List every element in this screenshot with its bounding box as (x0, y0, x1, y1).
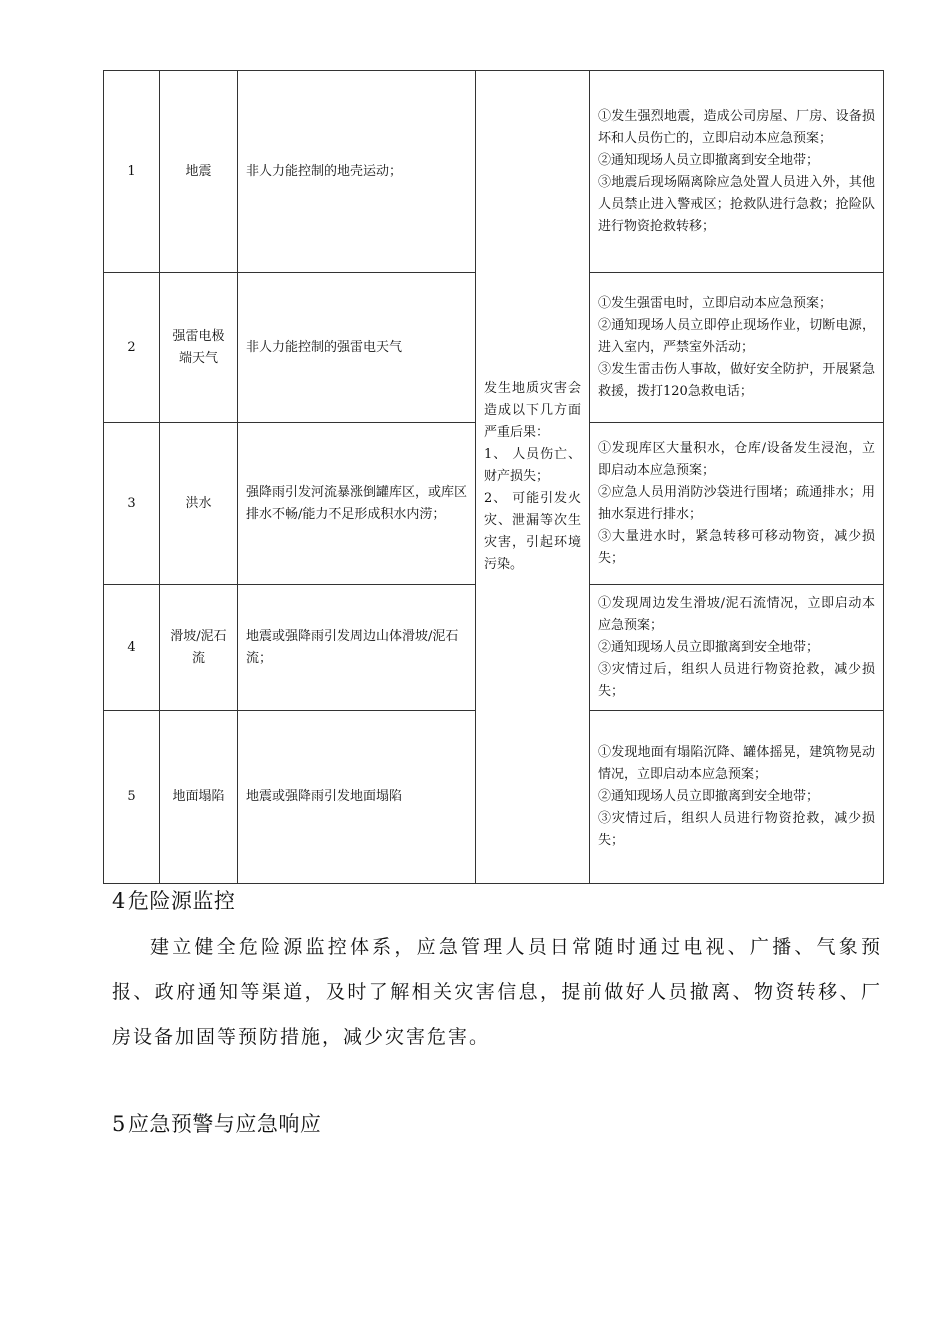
response-measures (590, 585, 884, 711)
consequence-item: 1、 人员伤亡、财产损失； (484, 447, 581, 484)
disaster-type: 滑坡/泥石流 (160, 585, 238, 711)
consequence-item: 2、 可能引发火灾、泄漏等次生灾害，引起环境污染。 (484, 491, 581, 572)
disaster-cause: 强降雨引发河流暴涨倒罐库区，或库区排水不畅/能力不足形成积水内涝； (238, 423, 476, 585)
disaster-cause: 非人力能控制的强雷电天气 (238, 273, 476, 423)
response-step: ①发现周边发生滑坡/泥石流情况，立即启动本应急预案； (598, 595, 875, 633)
response-step: ②通知现场人员立即撤离到安全地带； (598, 152, 820, 168)
disaster-type: 地震 (160, 71, 238, 273)
response-measures (590, 711, 884, 884)
section-body: 建立健全危险源监控体系，应急管理人员日常随时通过电视、广播、气象预报、政府通知等渠道，及时了解相关灾害信息，提前做好人员撤离、物资转移、厂房设备加固等预防措施，减少灾害危害。 (112, 936, 882, 1048)
hazard-table (103, 70, 884, 884)
row-number: 3 (104, 423, 160, 585)
response-step: ③发生雷击伤人事故，做好安全防护，开展紧急救援，拨打120急救电话； (598, 361, 875, 399)
disaster-type: 强雷电极端天气 (160, 273, 238, 423)
row-number: 2 (104, 273, 160, 423)
response-step: ②通知现场人员立即撤离到安全地带； (598, 789, 820, 804)
disaster-cause: 地震或强降雨引发周边山体滑坡/泥石流； (238, 585, 476, 711)
row-number: 1 (104, 71, 160, 273)
consequences-intro: 发生地质灾害会造成以下几方面严重后果： (484, 381, 581, 440)
section-title: 应急预警与应急响应 (127, 1112, 322, 1136)
section-number: 4 (112, 889, 126, 913)
consequences-cell (476, 71, 590, 884)
section-number: 5 (112, 1112, 126, 1136)
response-measures (590, 273, 884, 423)
response-step: ①发现库区大量积水，仓库/设备发生浸泡，立即启动本应急预案； (598, 440, 875, 478)
response-step: ③灾情过后，组织人员进行物资抢救，减少损失； (598, 661, 875, 699)
response-step: ②应急人员用消防沙袋进行围堵；疏通排水；用抽水泵进行排水； (598, 484, 875, 522)
response-step: ③灾情过后，组织人员进行物资抢救，减少损失； (598, 811, 875, 848)
disaster-type: 地面塌陷 (160, 711, 238, 884)
disaster-cause: 非人力能控制的地壳运动； (238, 71, 476, 273)
response-step: ③大量进水时，紧急转移可移动物资，减少损失； (598, 528, 875, 566)
response-step: ①发生强烈地震，造成公司房屋、厂房、设备损坏和人员伤亡的，立即启动本应急预案； (598, 108, 875, 146)
disaster-type: 洪水 (160, 423, 238, 585)
row-number: 4 (104, 585, 160, 711)
response-measures (590, 423, 884, 585)
response-step: ②通知现场人员立即撤离到安全地带； (598, 639, 820, 655)
response-measures (590, 71, 884, 273)
response-step: ①发现地面有塌陷沉降、罐体摇晃，建筑物晃动情况，立即启动本应急预案； (598, 745, 875, 782)
disaster-cause: 地震或强降雨引发地面塌陷 (238, 711, 476, 884)
response-step: ②通知现场人员立即停止现场作业，切断电源，进入室内，严禁室外活动； (598, 317, 875, 355)
section-title: 危险源监控 (127, 889, 236, 913)
table-row (104, 71, 884, 273)
response-step: ③地震后现场隔离除应急处置人员进入外，其他人员禁止进入警戒区；抢救队进行急救；抢险队进行物资抢救转移； (598, 174, 875, 234)
response-step: ①发生强雷电时，立即启动本应急预案； (598, 295, 833, 311)
row-number: 5 (104, 711, 160, 884)
section-heading (112, 885, 235, 915)
section-heading (112, 1108, 321, 1138)
